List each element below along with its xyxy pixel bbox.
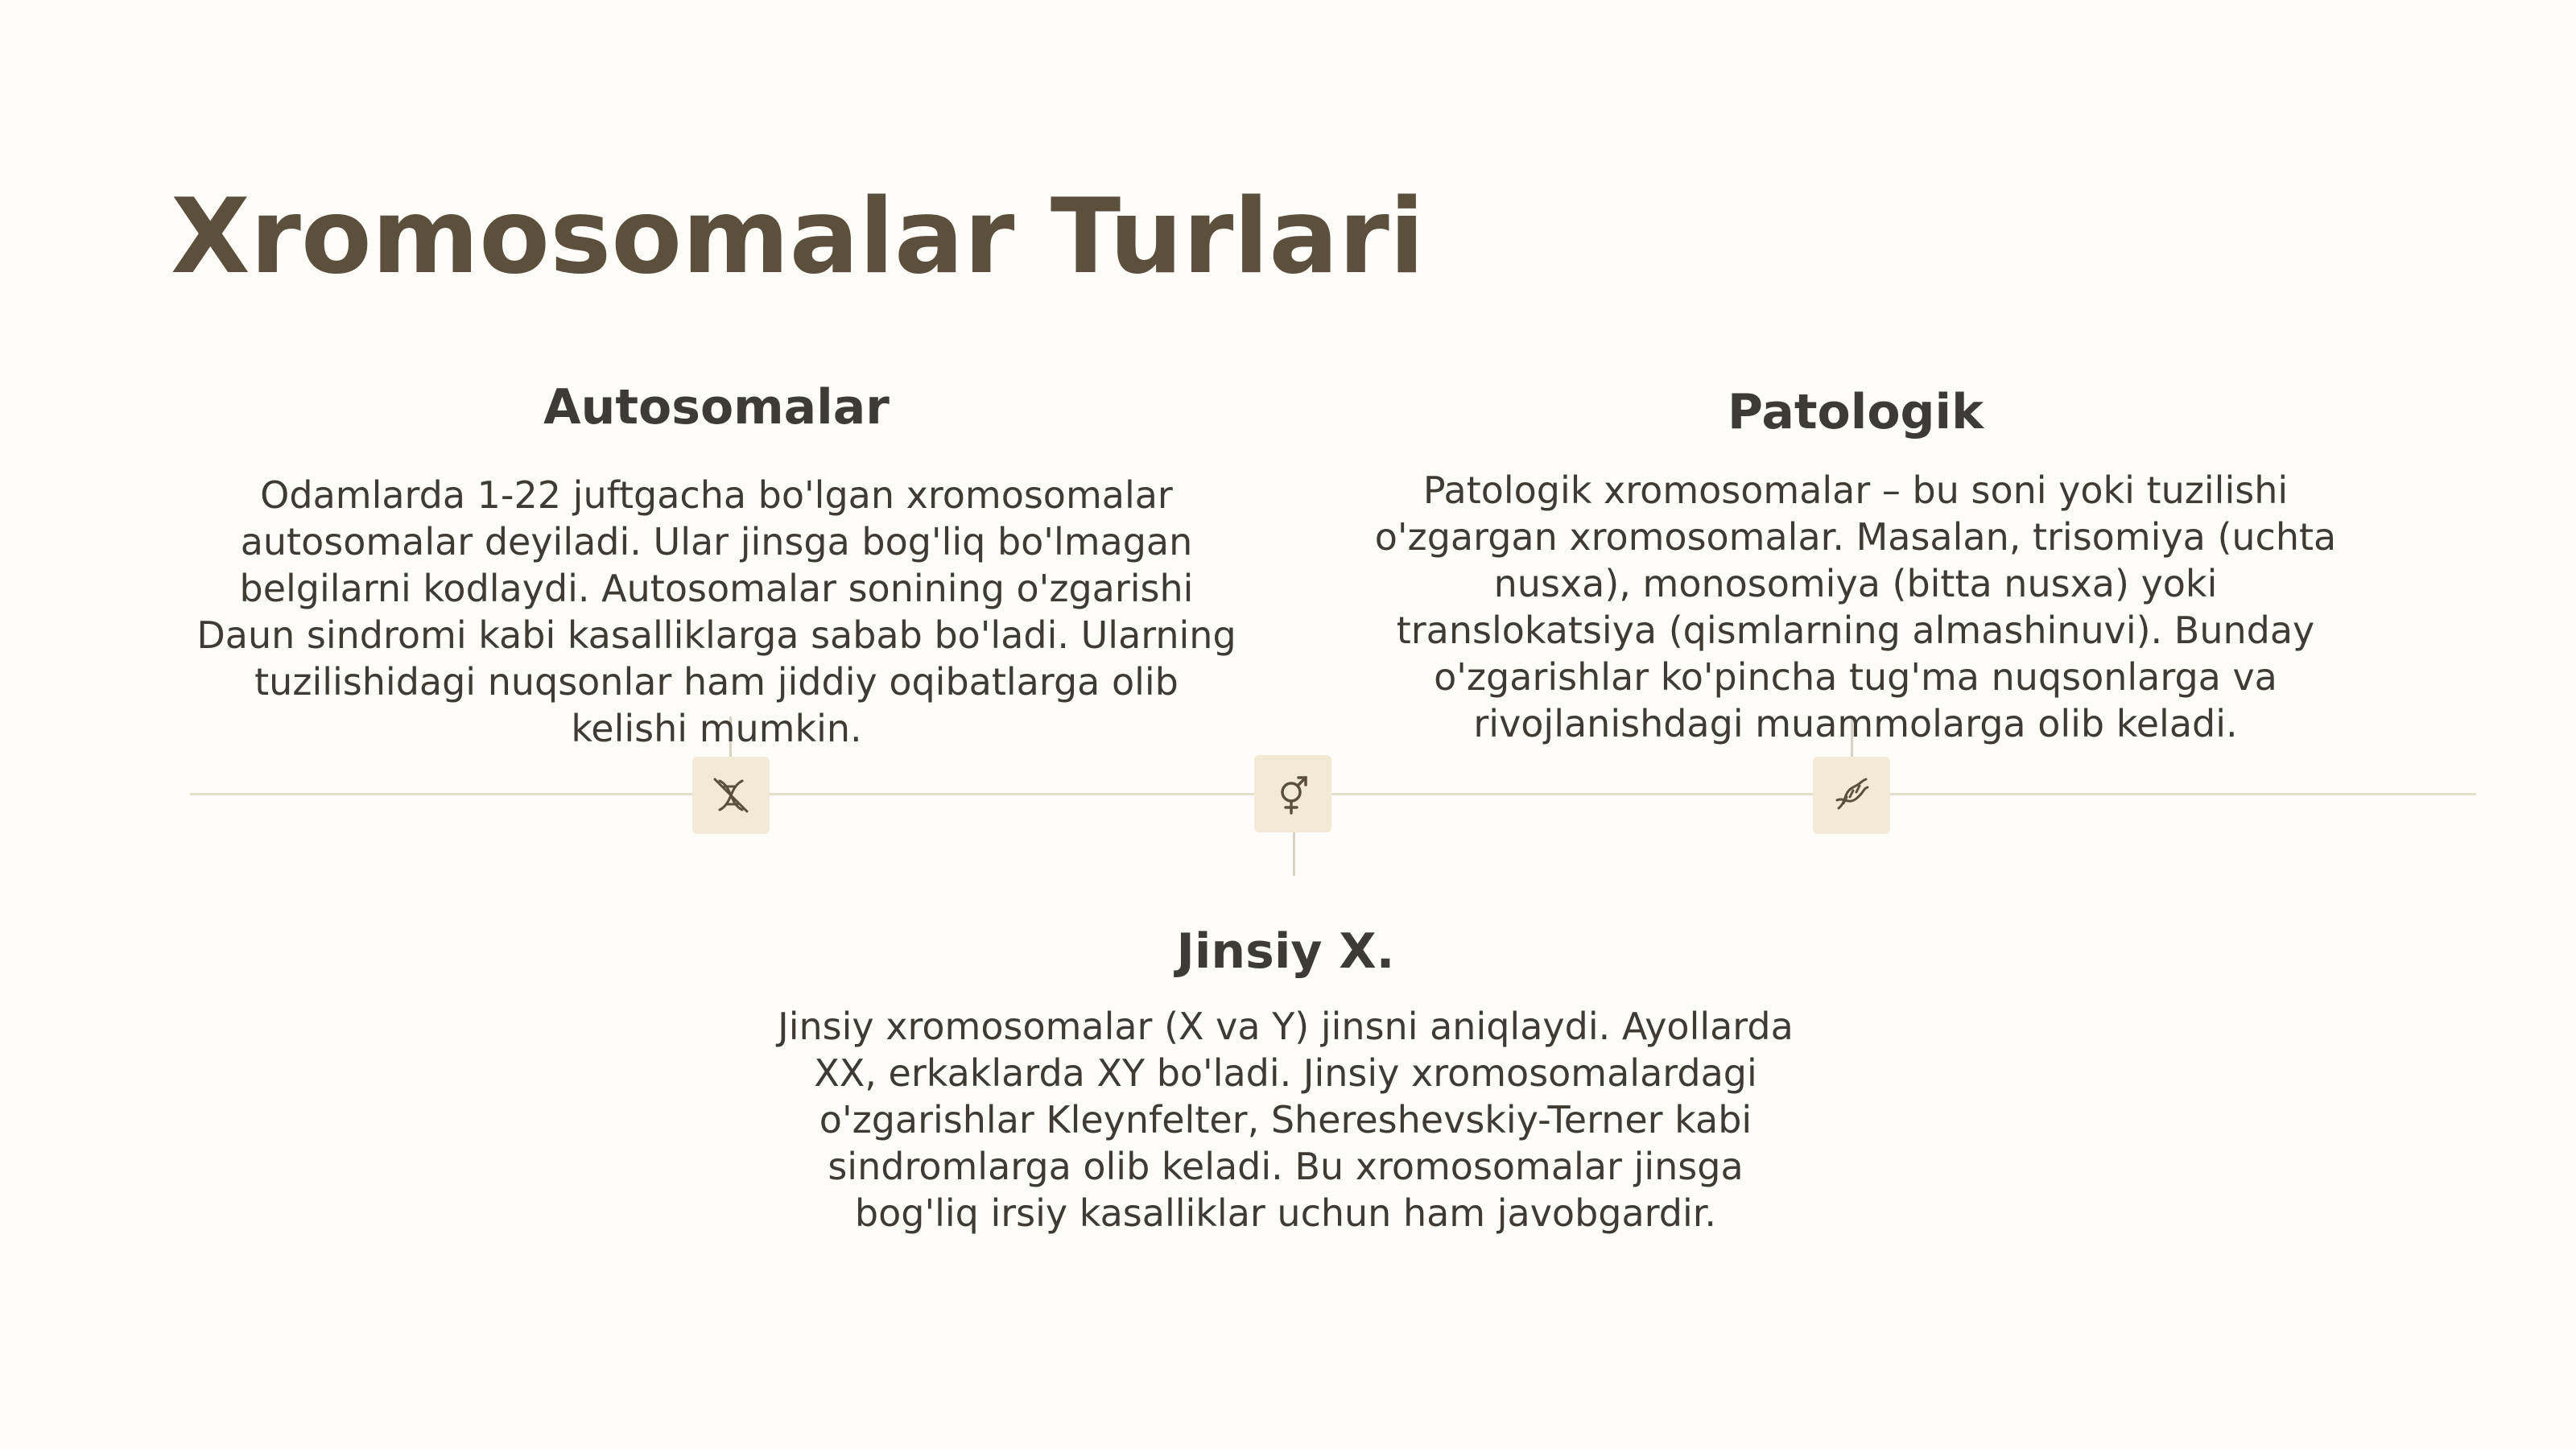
card-description: Odamlarda 1-22 juftgacha bo'lgan xromosomalar autosomalar deyiladi. Ular jinsga bog'liq bo'lmagan belgilarni kodlaydi. Autosomalar sonining o'zgarishi Daun sindromi kabi kasalliklarga sabab bo'ladi. Ularning tuzilishidagi nuqsonlar ham jiddiy oqibatlarga olib kelishi mumkin. <box>196 473 1236 750</box>
timeline-marker-patologik <box>1813 757 1890 834</box>
gender-symbol-icon <box>1270 771 1315 816</box>
card-title: Autosomalar <box>543 379 890 436</box>
dna-broken-icon <box>708 773 753 818</box>
card-patologik <box>1368 383 2343 747</box>
card-title: Jinsiy X. <box>1176 923 1395 980</box>
timeline-line <box>190 793 2476 795</box>
timeline-marker-jinsiy <box>1254 755 1331 832</box>
card-description: Patologik xromosomalar – bu soni yoki tuzilishi o'zgargan xromosomalar. Masalan, trisomiya (uchta nusxa), monosomiya (bitta nusxa) yoki translokatsiya (qismlarning almashinuvi). Bunday o'zgarishlar ko'pincha tug'ma nuqsonlarga va rivojlanishdagi muammolarga olib keladi. <box>1374 469 2337 745</box>
card-title: Patologik <box>1728 384 1984 440</box>
timeline-marker-autosomalar <box>692 757 770 834</box>
card-autosomalar <box>193 378 1240 752</box>
card-description: Jinsiy xromosomalar (X va Y) jinsni aniqlaydi. Ayollarda XX, erkaklarda XY bo'ladi. Jinsiy xromosomalardagi o'zgarishlar Kleynfelter, Shereshevskiy-Terner kabi sindromlarga olib keladi. Bu xromosomalar jinsga bog'liq irsiy kasalliklar uchun ham javobgardir. <box>778 1005 1794 1235</box>
card-jinsiy <box>773 923 1798 1236</box>
slide-title: Xromosomalar Turlari <box>171 177 1425 297</box>
timeline-stem-jinsiy <box>1293 832 1295 876</box>
dna-mutation-icon <box>1829 773 1874 818</box>
